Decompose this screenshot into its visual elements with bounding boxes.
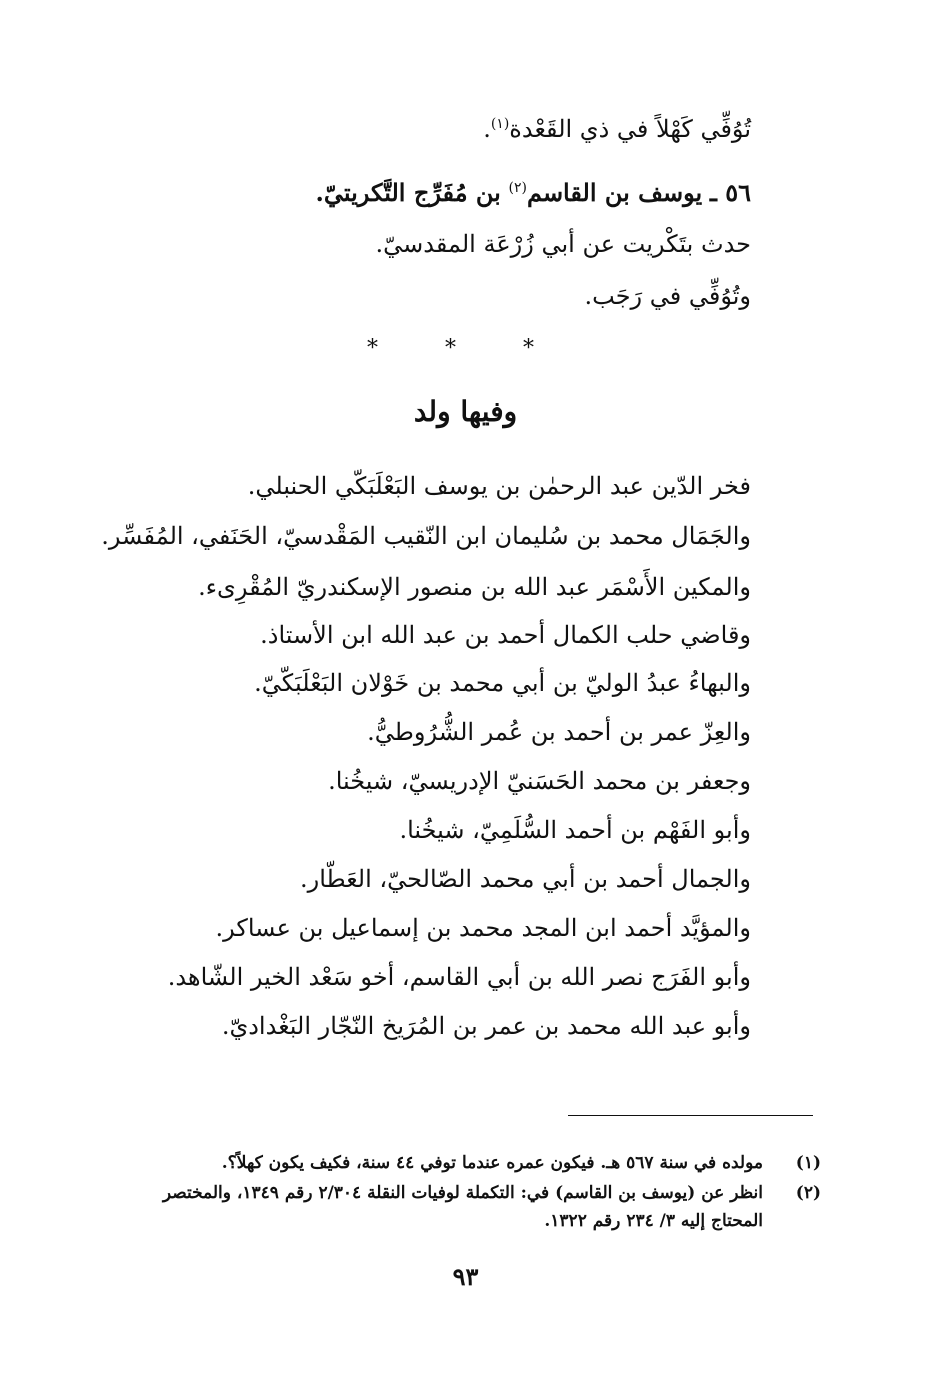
birth-line: وأبو عبد الله محمد بن عمر بن المُرَيخ النّجّار البَغْداديّ. [221,1012,751,1040]
birth-line: وأبو الفَهْم بن أحمد السُّلَمِيّ، شيخُنا. [399,816,751,844]
birth-line: والبهاءُ عبدُ الوليّ بن أبي محمد بن خَوْلان البَعْلَبَكّيّ. [254,669,751,697]
birth-line: والجَمَال محمد بن سُليمان ابن النّقيب المَقْدسيّ، الحَنَفي، المُفَسِّر. [101,522,751,550]
entry-56-hadith-line: حدث بتَكْريت عن أبي زُرْعَة المقدسيّ. [375,230,751,258]
entry-56-name: يوسف بن القاسم [526,178,703,207]
birth-line: والجمال أحمد بن أبي محمد الصّالحيّ، العَطّار. [300,865,751,893]
birth-line: والعِزّ عمر بن أحمد بن عُمر الشُّرُوطيُّ. [367,718,751,746]
footnote-2-text-cont: المحتاج إليه ٣/ ٢٣٤ رقم ١٣٢٢. [544,1211,763,1231]
death-note-text: تُوُفِّي كَهْلاً في ذي القَعْدة [509,115,751,143]
entry-56-number: ٥٦ ـ [709,178,751,207]
birth-line: وجعفر بن محمد الحَسَنيّ الإدريسيّ، شيخُنا. [328,767,751,795]
footnote-1-text: مولده في سنة ٥٦٧ هـ. فيكون عمره عندما توفي ٤٤ سنة، فكيف يكون كهلاً؟. [221,1153,763,1173]
page-number: ٩٣ [452,1262,479,1291]
footnote-rule [568,1115,813,1116]
birth-line: وأبو الفَرَج نصر الله بن أبي القاسم، أخو سَعْد الخير الشّاهد. [167,963,751,991]
footnote-ref-2[interactable]: (٢) [508,180,527,196]
section-separator: * * * [367,336,564,361]
entry-56-rest: بن مُفَرِّج التَّكريتيّ. [315,178,501,207]
death-note-line [483,106,751,147]
entry-56-line [315,170,751,211]
birth-line: وقاضي حلب الكمال أحمد بن عبد الله ابن الأستاذ. [260,621,751,649]
footnote-ref-1[interactable]: (١) [490,116,510,132]
birth-line: فخر الدّين عبد الرحمٰن بن يوسف البَعْلَبَكّي الحنبلي. [247,472,751,500]
section-heading: وفيها ولد [413,395,518,428]
birth-line: والمؤيَّد أحمد ابن المجد محمد بن إسماعيل بن عساكر. [215,914,751,942]
footnote-1-number: (١) [795,1153,821,1173]
footnote-2-number: (٢) [795,1183,821,1203]
birth-line: والمكين الأَسْمَر عبد الله بن منصور الإسكندريّ المُقْرِىء. [198,573,751,601]
death-note-end: . [483,115,491,143]
footnote-2-text: انظر عن (يوسف بن القاسم) في: التكملة لوفيات النقلة ٢/٣٠٤ رقم ١٣٤٩، والمختصر [162,1183,763,1203]
entry-56-death-line: وتُوُفِّي في رَجَب. [584,282,751,310]
